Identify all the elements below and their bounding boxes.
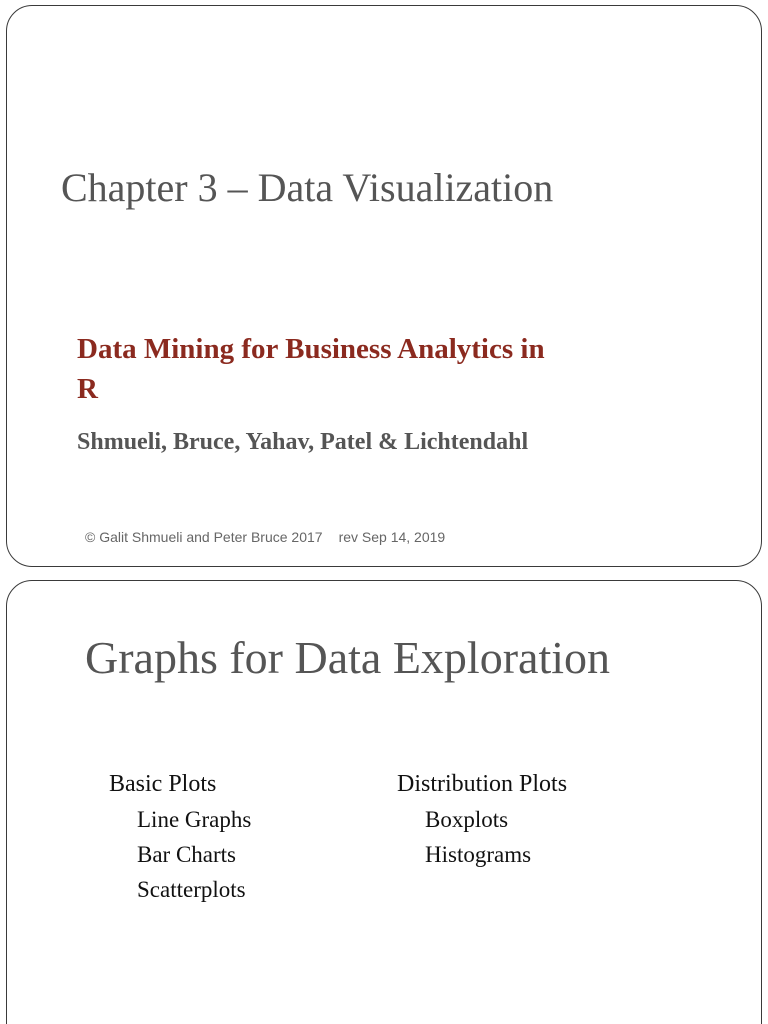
slide-title: Graphs for Data Exploration — [85, 632, 611, 683]
list-item: Bar Charts — [137, 842, 237, 867]
book-title-line-2: R — [77, 373, 98, 405]
slide-footer — [85, 529, 445, 545]
book-title — [77, 329, 677, 409]
list-item: Boxplots — [425, 807, 509, 832]
slide-graphs-overview — [6, 580, 762, 1024]
book-title-line-1: Data Mining for Business Analytics in — [77, 333, 545, 365]
list-item: Line Graphs — [137, 807, 252, 832]
authors: Shmueli, Bruce, Yahav, Patel & Lichtendahl — [77, 429, 529, 455]
distribution-plots-column — [397, 767, 567, 872]
slide-chapter-title — [6, 5, 762, 567]
list-item: Scatterplots — [137, 877, 246, 902]
basic-plots-column — [109, 767, 251, 907]
column-heading: Basic Plots — [109, 771, 217, 797]
chapter-title: Chapter 3 – Data Visualization — [61, 165, 554, 210]
copyright-text: © Galit Shmueli and Peter Bruce 2017 — [85, 529, 323, 545]
column-heading: Distribution Plots — [397, 771, 568, 797]
list-item: Histograms — [425, 842, 532, 867]
revision-text: rev Sep 14, 2019 — [338, 529, 446, 545]
